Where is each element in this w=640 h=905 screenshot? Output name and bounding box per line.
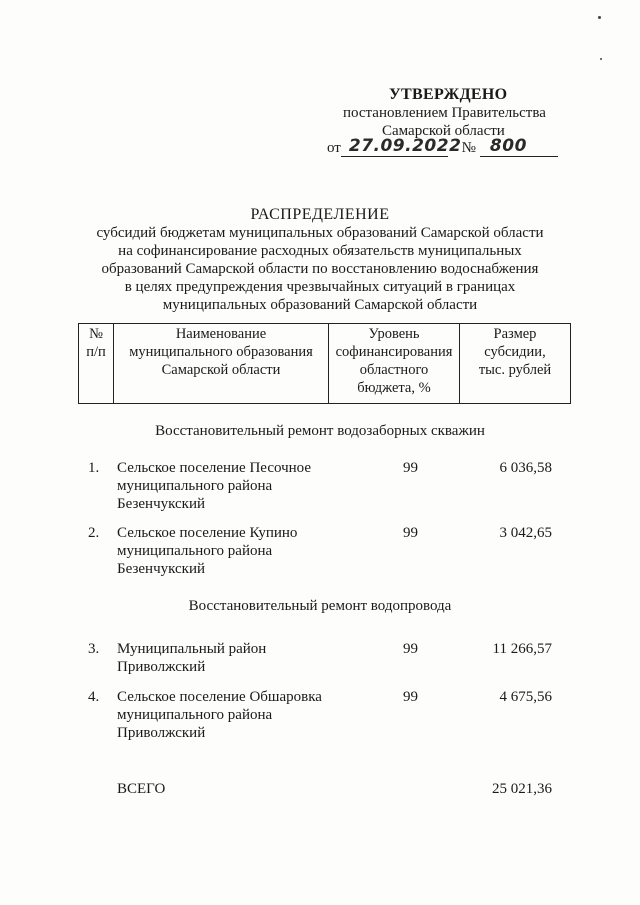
row-name: Сельское поселение Песочное муниципального района Безенчукский: [117, 460, 311, 512]
header-col-number: № п/п: [79, 324, 114, 404]
approval-line-3: Самарской области: [382, 123, 505, 139]
number-handwritten: 800: [489, 136, 527, 156]
row-amount: 6 036,58: [499, 460, 552, 476]
title-line: образований Самарской области по восстановлению водоснабжения: [101, 261, 539, 277]
title-line: в целях предупреждения чрезвычайных ситуаций в границах: [124, 279, 516, 295]
row-level: 99: [403, 525, 418, 541]
row-level: 99: [403, 460, 418, 476]
approval-date-line: [327, 136, 558, 157]
scan-speck: [598, 16, 601, 19]
total-amount: 25 021,36: [492, 781, 552, 797]
row-number: 1.: [88, 460, 100, 476]
row-amount: 11 266,57: [492, 641, 552, 657]
section-title: Восстановительный ремонт водозаборных скважин: [155, 423, 485, 439]
title-line: муниципальных образований Самарской области: [162, 297, 478, 313]
header-col-amount: Размер субсидии, тыс. рублей: [460, 324, 571, 404]
row-level: 99: [403, 641, 418, 657]
row-level: 99: [403, 689, 418, 705]
row-amount: 4 675,56: [499, 689, 552, 705]
approval-title: УТВЕРЖДЕНО: [389, 86, 508, 103]
date-handwritten: 27.09.2022: [348, 136, 462, 156]
approval-line-2: постановлением Правительства: [343, 105, 546, 121]
row-number: 2.: [88, 525, 100, 541]
row-name: Муниципальный район Приволжский: [117, 641, 267, 675]
total-label: ВСЕГО: [117, 781, 166, 797]
table-header: [78, 323, 571, 404]
row-number: 3.: [88, 641, 100, 657]
title-line: субсидий бюджетам муниципальных образований Самарской области: [96, 225, 544, 241]
section-title: Восстановительный ремонт водопровода: [188, 598, 452, 614]
number-prefix: №: [461, 140, 476, 156]
header-col-name: Наименование муниципального образования Самарской области: [114, 324, 329, 404]
date-field: [341, 136, 462, 157]
row-name: Сельское поселение Купино муниципального района Безенчукский: [117, 525, 298, 577]
title-heading: РАСПРЕДЕЛЕНИЕ: [250, 206, 390, 223]
header-col-level: Уровень софинансирования областного бюджета, %: [329, 324, 460, 404]
row-number: 4.: [88, 689, 100, 705]
title-line: на софинансирование расходных обязательств муниципальных: [118, 243, 522, 259]
number-field: [480, 136, 558, 157]
scan-speck: [600, 58, 602, 60]
date-prefix: от: [327, 140, 341, 156]
document-title: [0, 206, 640, 314]
row-name: Сельское поселение Обшаровка муниципального района Приволжский: [117, 689, 322, 741]
row-amount: 3 042,65: [499, 525, 552, 541]
